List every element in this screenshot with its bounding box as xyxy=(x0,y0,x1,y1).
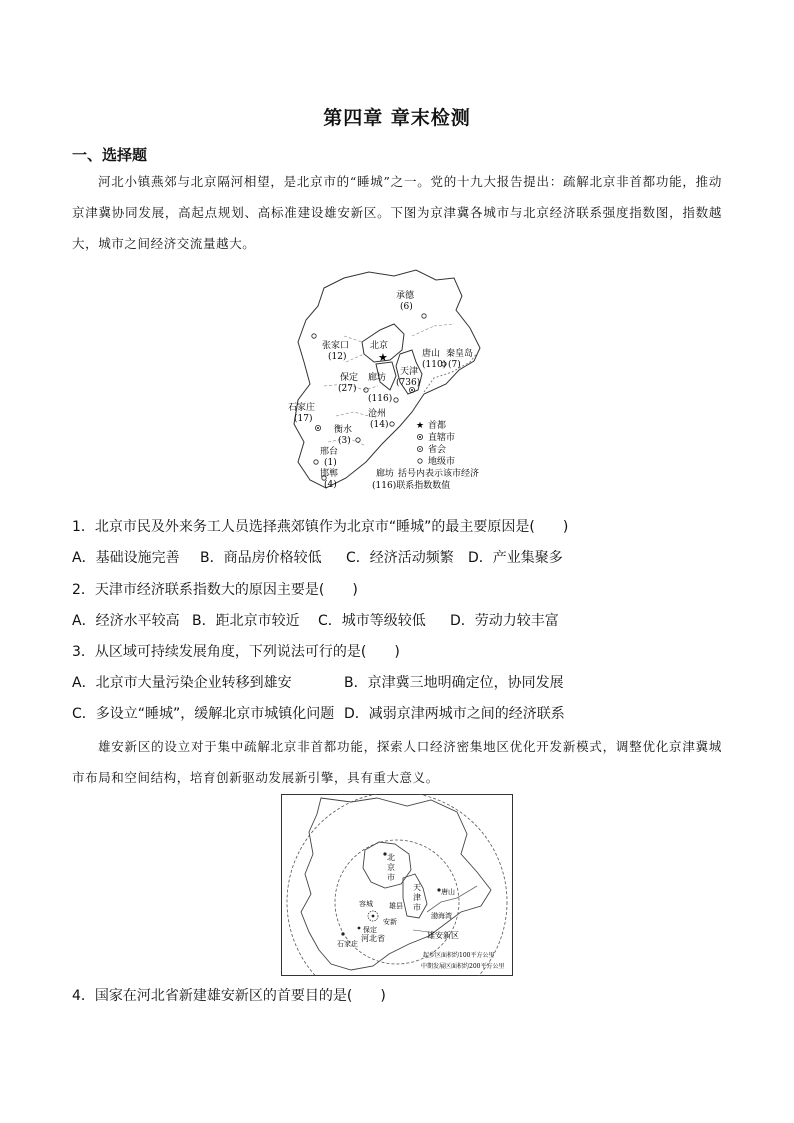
tianjin-char-1: 天 xyxy=(413,883,421,892)
city-baoding-index: (27) xyxy=(338,384,357,394)
city-xingtai-index: (1) xyxy=(324,458,337,468)
q1-option-c[interactable]: C．经济活动频繁 xyxy=(346,550,454,566)
beijing-char-1: 北 xyxy=(387,853,395,862)
city-langfang-name: 廊坊 xyxy=(368,373,387,383)
city-qinhuangdao xyxy=(446,347,473,370)
q3-option-c[interactable]: C．多设立“睡城”，缓解北京市城镇化问题 xyxy=(72,706,335,722)
city-beijing xyxy=(370,339,388,364)
city-tangshan-name: 唐山 xyxy=(422,349,441,359)
city-beijing-name: 北京 xyxy=(370,341,389,351)
tianjin-char-2: 津 xyxy=(413,893,421,902)
legend-provincial-capital-label: 省会 xyxy=(428,445,447,455)
xiongxian-label: 雄县 xyxy=(389,902,403,910)
section-heading: 一、选择题 xyxy=(72,146,148,164)
city-chengde-name: 承德 xyxy=(396,291,415,301)
city-cangzhou xyxy=(368,407,394,430)
city-tianjin xyxy=(396,365,420,393)
question-2-stem: 2．天津市经济联系指数大的原因主要是( ) xyxy=(72,582,358,598)
city-qinhuangdao-name: 秦皇岛 xyxy=(446,349,474,359)
city-shijiazhuang-index: (17) xyxy=(294,414,313,424)
legend-star-icon: ★ xyxy=(416,421,425,431)
city-baoding xyxy=(338,371,368,394)
question-4-stem: 4．国家在河北省新建雄安新区的首要目的是( ) xyxy=(72,988,386,1004)
city-zhangjiakou-name: 张家口 xyxy=(322,341,350,351)
q3-option-b[interactable]: B．京津冀三地明确定位，协同发展 xyxy=(344,675,564,691)
city-baoding-name: 保定 xyxy=(340,373,359,383)
city-hengshui-name: 衡水 xyxy=(334,425,353,435)
city-shijiazhuang xyxy=(288,401,321,431)
city-zhangjiakou xyxy=(312,334,349,362)
city-chengde xyxy=(396,289,426,318)
intro-paragraph-2: 雄安新区的设立对于集中疏解北京非首都功能，探索人口经济密集地区优化开发新模式，调整优化京津冀城市布局和空间结构，培育创新驱动发展新引擎，具有重大意义。 xyxy=(72,739,722,785)
xiongan-label: 雄安新区 xyxy=(427,931,459,940)
legend-note-2: (116)联系指数数值 xyxy=(372,481,451,491)
city-hengshui xyxy=(334,423,360,446)
beijing-char-2: 京 xyxy=(387,863,395,872)
intro-paragraph-1: 河北小镇燕郊与北京隔河相望，是北京市的“睡城”之一。党的十九大报告提出：疏解北京非首都功能，推动京津冀协同发展，高起点规划、高标准建设雄安新区。下图为京津冀各城市与北京经济联系强度指数图，指数越大，城市之间经济交流量越大。 xyxy=(72,174,722,251)
city-hengshui-index: (3) xyxy=(338,436,351,446)
city-xingtai xyxy=(314,445,338,468)
q3-option-a[interactable]: A．北京市大量污染企业转移到雄安 xyxy=(72,675,292,691)
city-handan-name: 邯郸 xyxy=(320,469,339,479)
city-zhangjiakou-index: (12) xyxy=(328,352,347,362)
city-tianjin-index: (736) xyxy=(396,378,421,388)
q3-option-d[interactable]: D．减弱京津两城市之间的经济联系 xyxy=(344,706,565,722)
q2-option-b[interactable]: B．距北京市较近 xyxy=(192,613,300,629)
q1-option-b[interactable]: B．商品房价格较低 xyxy=(200,550,322,566)
legend-municipality-label: 直辖市 xyxy=(428,433,456,443)
city-tianjin-name: 天津 xyxy=(400,367,419,377)
bohai-label: 渤海湾 xyxy=(431,912,452,920)
city-chengde-index: (6) xyxy=(400,302,413,312)
area-note-1: 起步区面积约100平方公里 xyxy=(423,952,495,959)
q1-option-a[interactable]: A．基础设施完善 xyxy=(72,550,180,566)
city-shijiazhuang-name: 石家庄 xyxy=(288,403,316,413)
city-tangshan-index: (110) xyxy=(422,360,447,370)
shijiazhuang-label: 石家庄 xyxy=(337,940,358,948)
question-1-stem: 1．北京市民及外来务工人员选择燕郊镇作为北京市“睡城”的最主要原因是( ) xyxy=(72,519,569,535)
capital-star-icon: ★ xyxy=(378,351,388,364)
question-3-stem: 3．从区域可持续发展角度，下列说法可行的是( ) xyxy=(72,644,400,660)
area-note-2: 中期发展区面积约200平方公里 xyxy=(421,963,505,970)
baoding-label: 保定 xyxy=(363,926,377,934)
q1-option-d[interactable]: D．产业集聚多 xyxy=(468,550,563,566)
tangshan-label: 唐山 xyxy=(441,888,455,896)
q2-option-d[interactable]: D．劳动力较丰富 xyxy=(450,613,559,629)
legend-example-city: 廊坊 xyxy=(376,469,395,479)
q2-option-c[interactable]: C．城市等级较低 xyxy=(318,613,426,629)
q2-option-a[interactable]: A．经济水平较高 xyxy=(72,613,180,629)
city-langfang-index: (116) xyxy=(368,394,393,404)
city-handan-index: (4) xyxy=(324,480,337,490)
xiongan-map xyxy=(281,794,513,976)
city-tangshan xyxy=(422,347,446,370)
beijing-char-3: 市 xyxy=(387,873,395,882)
legend-capital-label: 首都 xyxy=(428,421,447,431)
city-qinhuangdao-index: (7) xyxy=(448,360,461,370)
hebei-label: 河北省 xyxy=(361,934,385,943)
city-cangzhou-name: 沧州 xyxy=(368,409,387,419)
tianjin-char-3: 市 xyxy=(413,903,421,912)
legend-note-1: 括号内表示该市经济 xyxy=(398,469,480,479)
linkage-index-map xyxy=(284,266,514,496)
city-langfang xyxy=(368,371,398,404)
city-cangzhou-index: (14) xyxy=(370,420,389,430)
city-xingtai-name: 邢台 xyxy=(320,447,339,457)
rongcheng-label: 容城 xyxy=(359,900,373,908)
legend-prefecture-label: 地级市 xyxy=(428,457,456,467)
page-title: 第四章 章末检测 xyxy=(323,107,471,129)
anxin-label: 安新 xyxy=(383,918,397,926)
